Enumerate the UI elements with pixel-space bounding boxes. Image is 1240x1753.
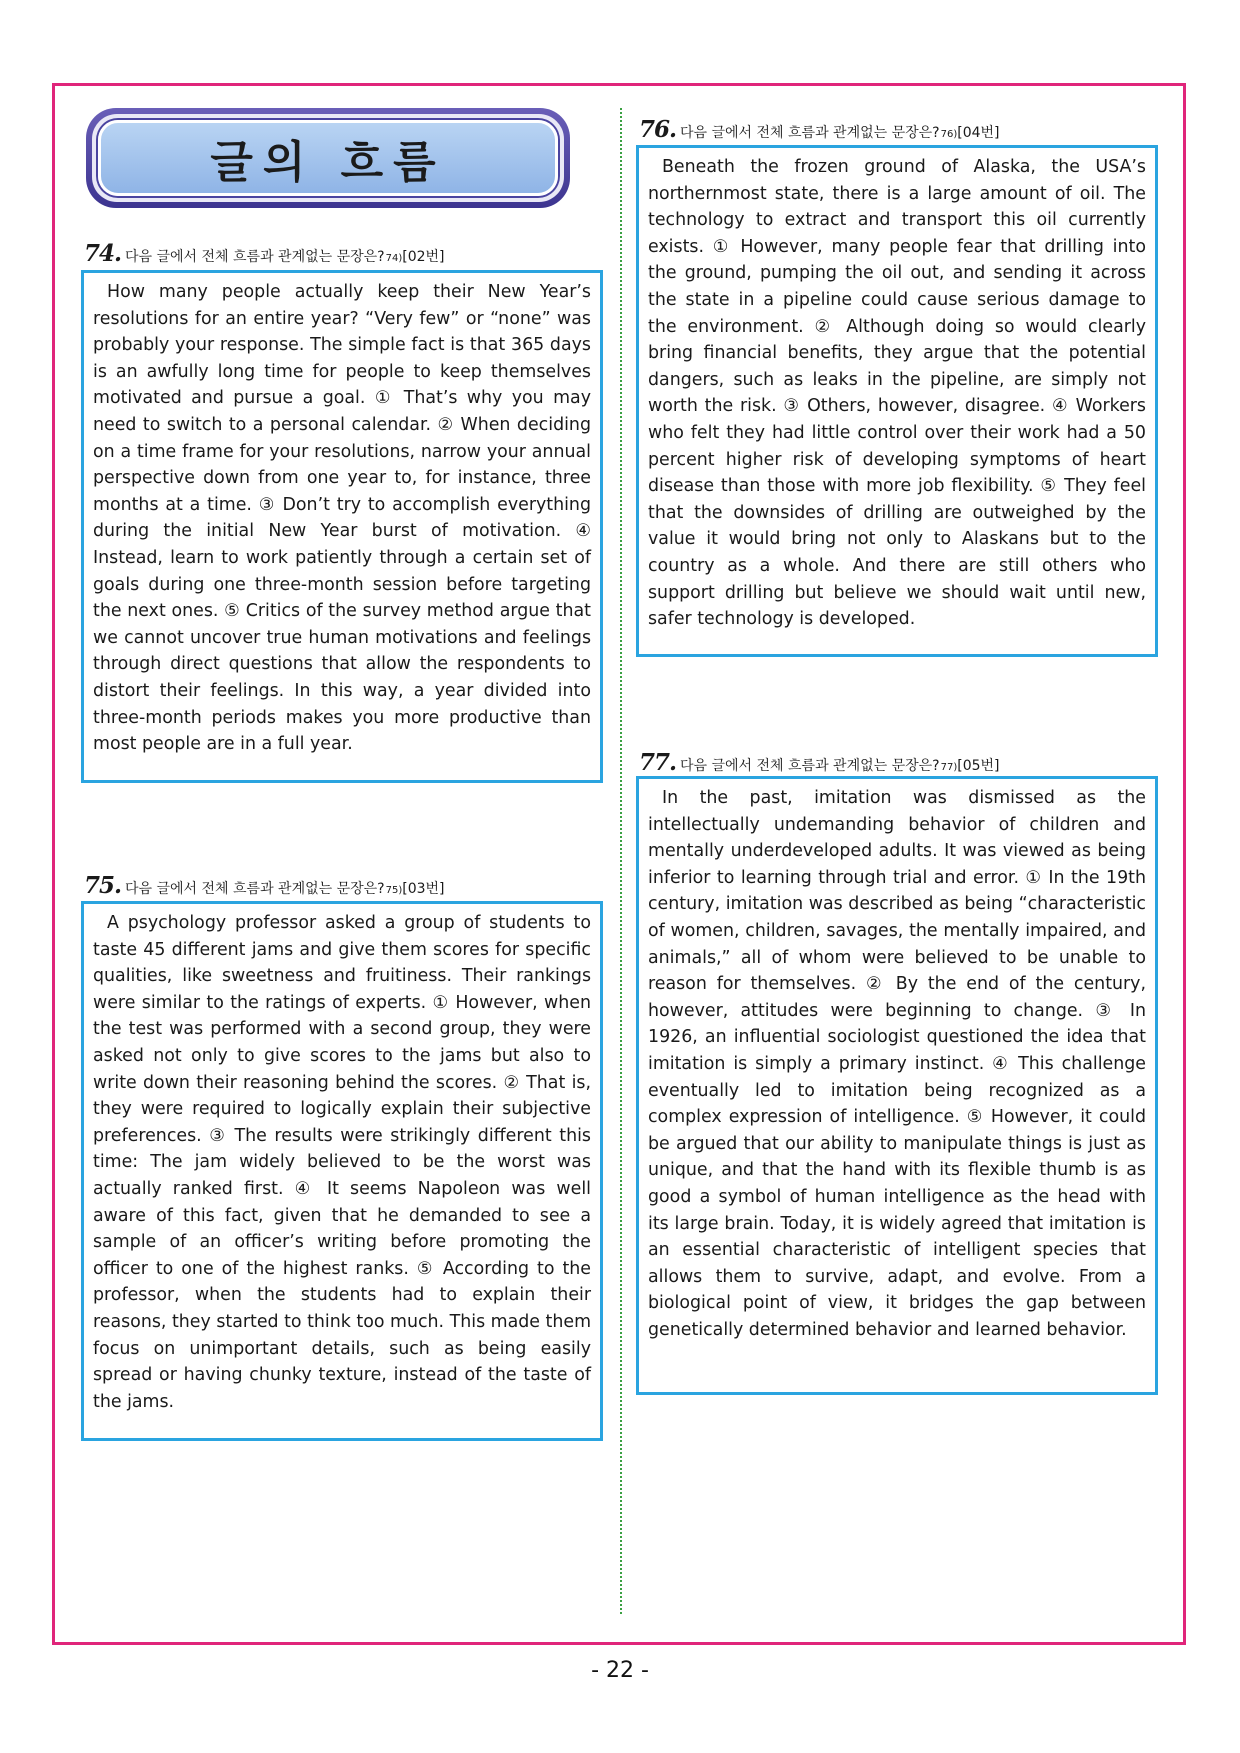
question-number: 76. <box>639 116 677 143</box>
question-74-passage: How many people actually keep their New Year’s resolutions for an entire year? “Very few” or “none” was probably your response. The simple fact is that 365 days is an awfully long time for people to keep themselves motivated and pursue a goal. ① That’s why you may need to switch to a personal calendar. ② When deciding on a time frame for your resolutions, narrow your annual perspective down from one year to, for instance, three months at a time. ③ Don’t try to accomplish everything during the initial New Year burst of motivation. ④ Instead, learn to work patiently through a certain set of goals during one three-month session before targeting the next ones. ⑤ Critics of the survey method argue that we cannot uncover true human motivations and feelings through direct questions that allow the respondents to distort their feelings. In this way, a year divided into three-month periods makes you more productive than most people are in a full year. <box>93 282 591 755</box>
question-tag: [02번] <box>402 249 445 265</box>
question-prompt: 다음 글에서 전체 흐름과 관계없는 문장은? <box>680 758 940 774</box>
question-number: 74. <box>84 240 122 267</box>
question-reference: 74) <box>385 253 403 264</box>
section-title: 글의 흐름 <box>210 137 446 188</box>
question-number: 75. <box>84 872 122 899</box>
question-77-passage: In the past, imitation was dismissed as the intellectually undemanding behavior of children and mentally underdeveloped adults. It was viewed as being inferior to learning through trial and error. ① In the 19th century, imitation was described as being “characteristic of women, children, savages, the mentally impaired, and animals,” all of whom were believed to be unable to reason for themselves. ② By the end of the century, however, attitudes were beginning to change. ③ In 1926, an influential sociologist questioned the idea that imitation is simply a primary instinct. ④ This challenge eventually led to imitation being recognized as a complex expression of intelligence. ⑤ However, it could be argued that our ability to manipulate things is just as unique, and that the hand with its flexible thumb is as good a symbol of human intelligence as the head with its large brain. Today, it is widely agreed that imitation is an essential characteristic of intelligent species that allows them to survive, adapt, and evolve. From a biological point of view, it bridges the gap between genetically determined behavior and learned behavior. <box>648 788 1146 1340</box>
question-74-passage-box <box>81 270 603 783</box>
question-reference: 77) <box>940 762 958 773</box>
section-title-banner <box>86 108 570 208</box>
question-reference: 75) <box>385 885 403 896</box>
question-77-header <box>639 749 1000 776</box>
question-prompt: 다음 글에서 전체 흐름과 관계없는 문장은? <box>125 249 385 265</box>
question-76-header <box>639 116 1000 143</box>
question-prompt: 다음 글에서 전체 흐름과 관계없는 문장은? <box>125 881 385 897</box>
title-banner-ring <box>92 114 564 202</box>
question-prompt: 다음 글에서 전체 흐름과 관계없는 문장은? <box>680 125 940 141</box>
question-reference: 76) <box>940 129 958 140</box>
question-76-passage: Beneath the frozen ground of Alaska, the USA’s northernmost state, there is a large amount of oil. The technology to extract and transport this oil currently exists. ① However, many people fear that drilling into the ground, pumping the oil out, and sending it across the state in a pipeline could cause serious damage to the environment. ② Although doing so would clearly bring financial benefits, they argue that the potential dangers, such as leaks in the pipeline, are simply not worth the risk. ③ Others, however, disagree. ④ Workers who felt they had little control over their work had a 50 percent higher risk of developing symptoms of heart disease than those with more job flexibility. ⑤ They feel that the downsides of drilling are outweighed by the value it would bring not only to Alaskans but to the country as a whole. And there are still others who support drilling but believe we should wait until new, safer technology is developed. <box>648 157 1146 630</box>
question-number: 77. <box>639 749 677 776</box>
question-tag: [04번] <box>957 125 1000 141</box>
question-tag: [05번] <box>957 758 1000 774</box>
question-tag: [03번] <box>402 881 445 897</box>
title-banner-inner <box>98 120 558 196</box>
column-divider <box>620 108 622 1614</box>
page-number: - 22 - <box>591 1658 649 1683</box>
question-77-passage-box <box>636 776 1158 1395</box>
question-76-passage-box <box>636 145 1158 657</box>
question-75-header <box>84 872 445 899</box>
question-75-passage-box <box>81 901 603 1441</box>
question-74-header <box>84 240 445 267</box>
question-75-passage: A psychology professor asked a group of students to taste 45 different jams and give them scores for specific qualities, like sweetness and fruitiness. Their rankings were similar to the ratings of experts. ① However, when the test was performed with a second group, they were asked not only to give scores to the jams but also to write down their reasoning behind the scores. ② That is, they were required to logically explain their subjective preferences. ③ The results were strikingly different this time: The jam widely believed to be the worst was actually ranked first. ④ It seems Napoleon was well aware of this fact, given that he demanded to see a sample of an officer’s writing before promoting the officer to one of the highest ranks. ⑤ According to the professor, when the students had to explain their reasons, they started to think too much. This made them focus on unimportant details, such as being easily spread or having chunky texture, instead of the taste of the jams. <box>93 913 592 1412</box>
